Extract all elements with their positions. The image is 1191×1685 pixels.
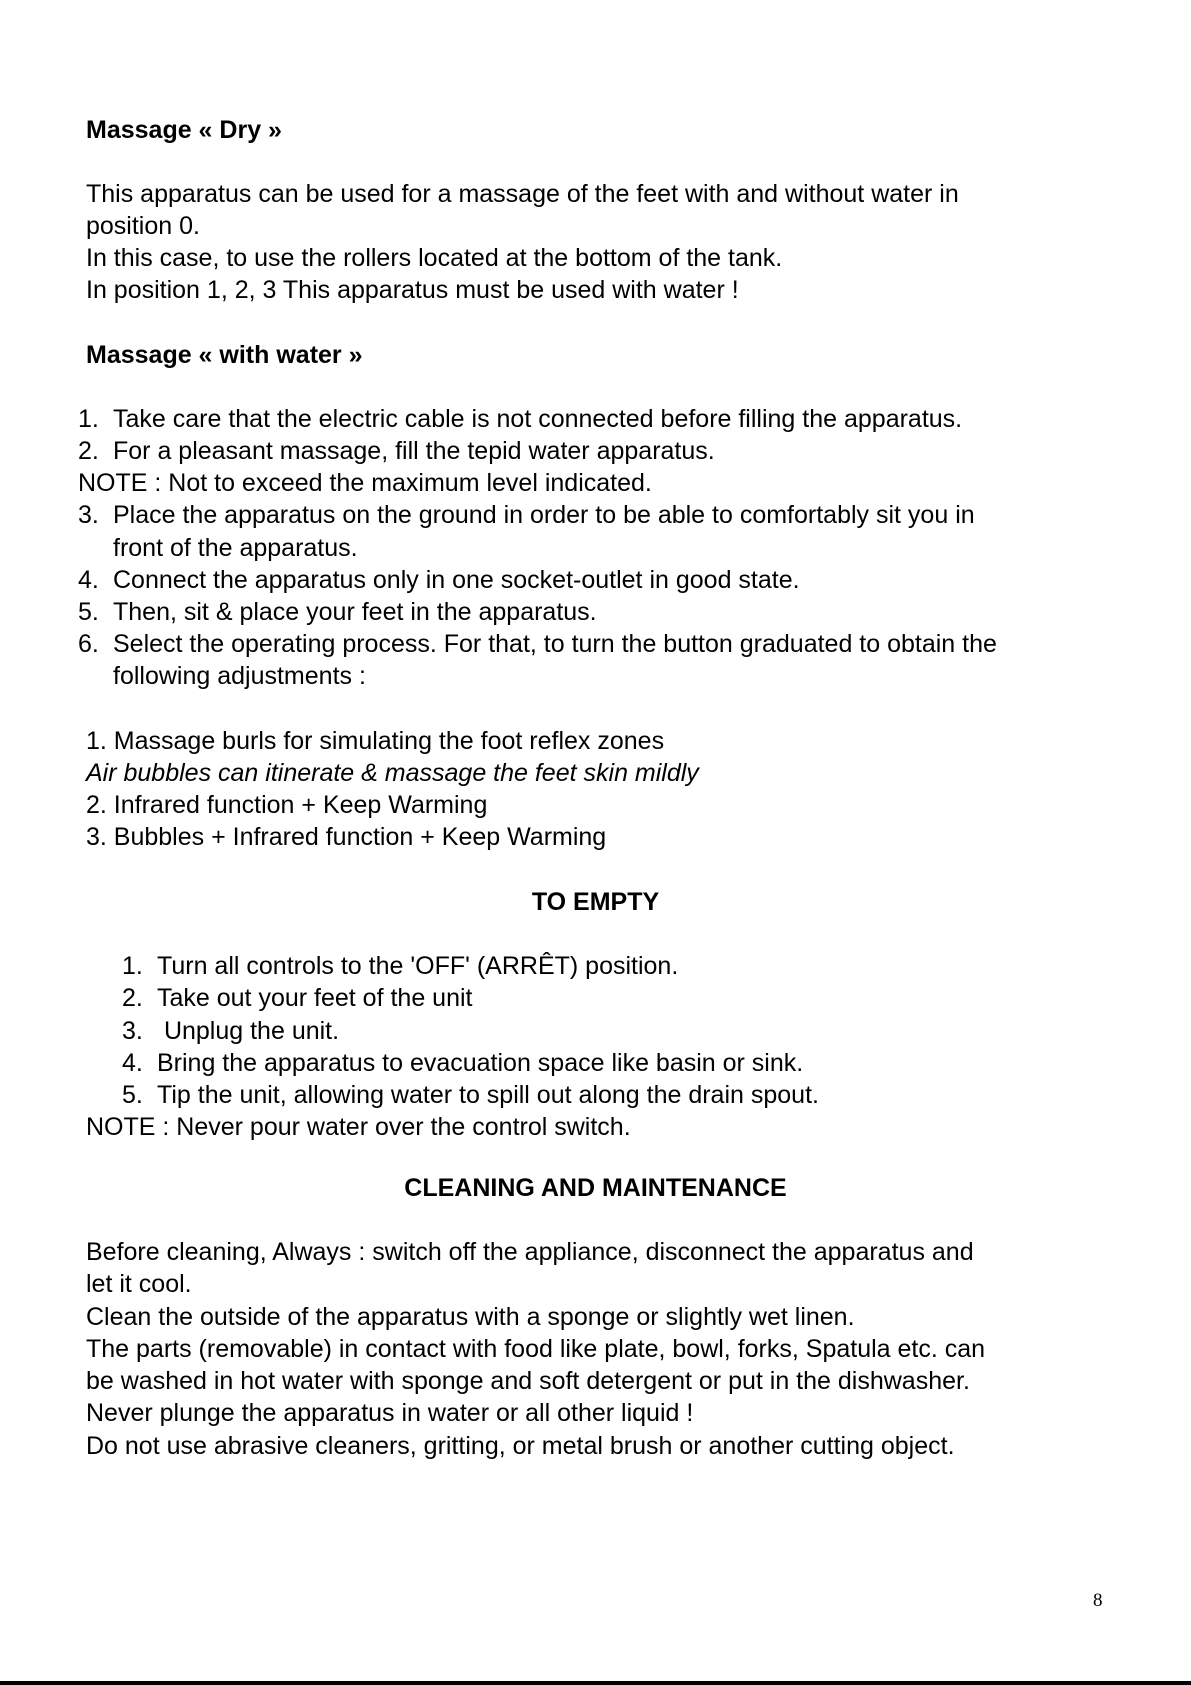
step-number: 3. xyxy=(122,1017,143,1045)
cleaning-line: The parts (removable) in contact with food like plate, bowl, forks, Spatula etc. can xyxy=(86,1335,986,1363)
dry-line: In this case, to use the rollers located at the bottom of the tank. xyxy=(86,244,783,272)
cleaning-line: Do not use abrasive cleaners, gritting, or metal brush or another cutting object. xyxy=(86,1432,955,1460)
page-number: 8 xyxy=(1093,1590,1103,1611)
section-heading-empty: TO EMPTY xyxy=(531,888,660,916)
step-text: Then, sit & place your feet in the apparatus. xyxy=(113,598,597,626)
step-text: Take out your feet of the unit xyxy=(157,984,473,1012)
step-number: 2. xyxy=(78,437,99,465)
step-text-continued: front of the apparatus. xyxy=(113,534,358,562)
step-text: Tip the unit, allowing water to spill out along the drain spout. xyxy=(157,1081,819,1109)
step-number: 6. xyxy=(78,630,99,658)
step-number: 5. xyxy=(122,1081,143,1109)
cleaning-line: Never plunge the apparatus in water or all other liquid ! xyxy=(86,1399,694,1427)
step-number: 4. xyxy=(122,1049,143,1077)
note-text: NOTE : Not to exceed the maximum level indicated. xyxy=(78,469,652,497)
step-number: 2. xyxy=(122,984,143,1012)
step-text: Bring the apparatus to evacuation space like basin or sink. xyxy=(157,1049,804,1077)
section-heading-cleaning: CLEANING AND MAINTENANCE xyxy=(404,1174,787,1202)
cleaning-line: let it cool. xyxy=(86,1270,192,1298)
step-number: 1. xyxy=(78,405,99,433)
step-text: Place the apparatus on the ground in order to be able to comfortably sit you in xyxy=(113,501,975,529)
adjustment-item: 3. Bubbles + Infrared function + Keep Warming xyxy=(86,823,607,851)
section-heading-water: Massage « with water » xyxy=(86,341,363,369)
step-text: Connect the apparatus only in one socket-outlet in good state. xyxy=(113,566,800,594)
cleaning-line: Clean the outside of the apparatus with a sponge or slightly wet linen. xyxy=(86,1303,855,1331)
step-text: For a pleasant massage, fill the tepid water apparatus. xyxy=(113,437,715,465)
step-text-continued: following adjustments : xyxy=(113,662,366,690)
adjustment-item: 2. Infrared function + Keep Warming xyxy=(86,791,488,819)
dry-line: position 0. xyxy=(86,212,200,240)
section-heading-dry: Massage « Dry » xyxy=(86,116,282,144)
step-number: 1. xyxy=(122,952,143,980)
cleaning-line: be washed in hot water with sponge and soft detergent or put in the dishwasher. xyxy=(86,1367,970,1395)
cleaning-line: Before cleaning, Always : switch off the appliance, disconnect the apparatus and xyxy=(86,1238,974,1266)
dry-line: This apparatus can be used for a massage of the feet with and without water in xyxy=(86,180,959,208)
step-number: 4. xyxy=(78,566,99,594)
bottom-border xyxy=(0,1681,1191,1685)
step-number: 3. xyxy=(78,501,99,529)
note-text: NOTE : Never pour water over the control switch. xyxy=(86,1113,631,1141)
adjustment-item: 1. Massage burls for simulating the foot reflex zones xyxy=(86,727,665,755)
dry-line: In position 1, 2, 3 This apparatus must be used with water ! xyxy=(86,276,739,304)
step-text: Unplug the unit. xyxy=(157,1017,340,1045)
adjustment-description: Air bubbles can itinerate & massage the feet skin mildly xyxy=(86,759,699,787)
step-text: Select the operating process. For that, to turn the button graduated to obtain the xyxy=(113,630,997,658)
step-number: 5. xyxy=(78,598,99,626)
step-text: Take care that the electric cable is not connected before filling the apparatus. xyxy=(113,405,963,433)
step-text: Turn all controls to the 'OFF' (ARRÊT) position. xyxy=(157,952,679,980)
